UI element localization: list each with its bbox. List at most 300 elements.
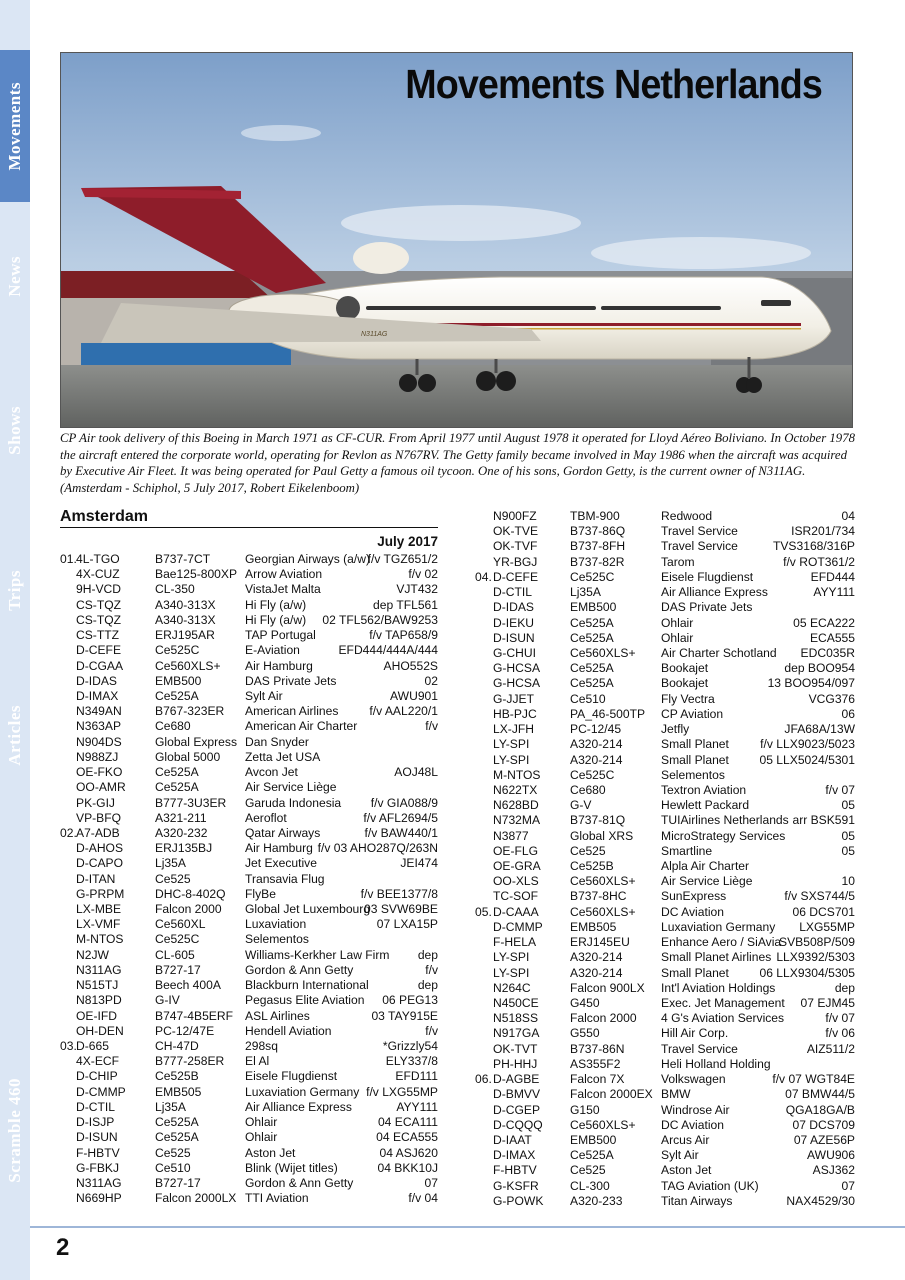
movement-registration: G-HCSA	[493, 676, 541, 691]
movement-remarks: dep TFL561	[373, 597, 438, 612]
movement-registration: D-IDAS	[76, 673, 117, 688]
movement-aircraft-type: PA_46-500TP	[570, 706, 646, 721]
movement-aircraft-type: Falcon 2000EX	[570, 1087, 653, 1102]
movement-aircraft-type: Ce510	[570, 691, 606, 706]
movement-registration: N813PD	[76, 993, 122, 1008]
movement-remarks: 06 LLX9304/5305	[759, 965, 855, 980]
table-row	[60, 1054, 438, 1069]
table-row	[475, 1042, 855, 1057]
sidebar-nav	[0, 0, 30, 1280]
table-row	[475, 874, 855, 889]
movement-remarks: f/v BEE1377/8	[360, 886, 438, 901]
movement-operator: Hendell Aviation	[245, 1023, 332, 1038]
movement-aircraft-type: B727-17	[155, 962, 201, 977]
movement-aircraft-type: B737-8HC	[570, 889, 627, 904]
movement-remarks: TVS3168/316P	[772, 539, 855, 554]
movement-registration: PK-GIJ	[76, 795, 115, 810]
movement-remarks: f/v BAW440/1	[364, 825, 438, 840]
movement-remarks: f/v LXG55MP	[366, 1084, 438, 1099]
movement-remarks: ECA555	[809, 630, 855, 645]
movement-operator: Ohlair	[661, 630, 694, 645]
aircraft-photo	[60, 52, 853, 428]
movement-operator: Tarom	[661, 554, 695, 569]
movement-remarks: 07 EJM45	[800, 996, 855, 1010]
table-row	[60, 1161, 438, 1176]
movement-aircraft-type: Falcon 2000	[155, 902, 222, 917]
movement-registration: N622TX	[493, 782, 538, 797]
tab-label: Shows	[5, 405, 24, 455]
movement-aircraft-type: Ce525A	[570, 615, 614, 630]
movement-remarks: LXG55MP	[799, 919, 855, 934]
tab-shows[interactable]	[0, 380, 30, 480]
movement-aircraft-type: EMB500	[570, 1132, 617, 1147]
movement-registration: LY-SPI	[493, 965, 530, 980]
table-row	[60, 1085, 438, 1100]
movement-registration: D-CHIP	[76, 1069, 118, 1084]
movement-registration: D-CGEP	[493, 1102, 541, 1117]
movement-operator: Hi Fly (a/w)	[245, 597, 307, 612]
movement-operator: Bookajet	[661, 661, 709, 676]
table-row	[475, 981, 855, 996]
movement-registration: OK-TVF	[493, 539, 538, 554]
movement-operator: Small Planet	[661, 737, 729, 752]
table-row	[475, 737, 855, 752]
movement-remarks: 13 BOO954/097	[767, 676, 855, 691]
movement-aircraft-type: Falcon 2000LX	[155, 1191, 237, 1206]
movement-operator: El Al	[245, 1054, 270, 1069]
movement-registration: N518SS	[493, 1011, 539, 1026]
movement-operator: Air Hamburg	[245, 841, 313, 856]
movement-registration: OE-FKO	[76, 765, 123, 780]
movement-operator: Eisele Flugdienst	[661, 569, 754, 584]
movement-aircraft-type: Falcon 7X	[570, 1072, 625, 1087]
movement-remarks: 06 PEG13	[382, 993, 438, 1008]
movement-remarks: 07 BMW44/5	[785, 1087, 855, 1102]
movement-registration: CS-TQZ	[76, 597, 122, 612]
movement-aircraft-type: Ce525C	[155, 932, 200, 947]
movement-aircraft-type: Lj35A	[570, 585, 601, 600]
table-row	[60, 704, 438, 719]
movement-registration: D-CAAA	[493, 904, 539, 919]
movement-remarks: ELY337/8	[385, 1054, 438, 1069]
movement-registration: N628BD	[493, 798, 539, 813]
movement-operator: Alpla Air Charter	[661, 859, 750, 874]
table-row	[475, 524, 855, 539]
movement-registration: VP-BFQ	[76, 810, 122, 825]
movement-registration: D-CMMP	[76, 1084, 126, 1099]
movement-aircraft-type: Ce525C	[155, 643, 200, 658]
movement-operator: Bookajet	[661, 676, 709, 691]
movement-remarks: ISR201/734	[791, 524, 855, 539]
movement-remarks: 05	[841, 828, 855, 843]
movement-aircraft-type: CL-605	[155, 947, 195, 962]
table-row	[60, 780, 438, 795]
movement-remarks: f/v 02	[408, 567, 438, 582]
table-row	[475, 798, 855, 813]
movement-registration: N515TJ	[76, 978, 119, 993]
movement-remarks: 04	[841, 509, 855, 523]
movement-registration: D-ISUN	[76, 1130, 118, 1145]
tab-articles[interactable]	[0, 680, 30, 790]
table-row	[60, 659, 438, 674]
movement-remarks: f/v 07	[825, 1011, 855, 1026]
movement-registration: F-HBTV	[76, 1145, 120, 1160]
movement-remarks: 04 BKK10J	[377, 1160, 438, 1175]
movement-registration: D-CAPO	[76, 856, 124, 871]
table-row	[60, 613, 438, 628]
movement-registration: M-NTOS	[493, 767, 541, 782]
movement-aircraft-type: Global 5000	[155, 749, 221, 764]
movement-operator: DAS Private Jets	[245, 673, 337, 688]
movement-operator: Garuda Indonesia	[245, 795, 342, 810]
table-row	[475, 616, 855, 631]
movement-aircraft-type: A321-211	[155, 810, 207, 825]
movement-registration: PH-HHJ	[493, 1056, 538, 1071]
table-row	[475, 1148, 855, 1163]
table-row	[60, 1115, 438, 1130]
movement-remarks: 07 LXA15P	[376, 917, 438, 932]
movement-registration: G-HCSA	[493, 661, 541, 676]
movement-registration: N904DS	[76, 734, 122, 749]
movement-operator: SunExpress	[661, 889, 727, 904]
movement-remarks: 05 LLX5024/5301	[759, 752, 855, 767]
movement-aircraft-type: Ce525A	[155, 765, 199, 780]
movement-remarks: EFD111	[395, 1069, 438, 1084]
movement-operator: Arrow Aviation	[245, 567, 323, 582]
table-row	[60, 993, 438, 1008]
movement-operator: Smartline	[661, 843, 713, 858]
movement-aircraft-type: A320-214	[570, 950, 623, 965]
movement-remarks: 02	[424, 673, 438, 688]
movement-registration: N917GA	[493, 1026, 540, 1041]
movement-remarks: f/v	[425, 1023, 438, 1038]
movement-aircraft-type: B747-4B5ERF	[155, 1008, 233, 1023]
table-row	[475, 692, 855, 707]
movement-remarks: AYY111	[813, 585, 855, 600]
movement-remarks: EDC035R	[800, 645, 855, 660]
movement-aircraft-type: Bae125-800XP	[155, 567, 238, 582]
movement-aircraft-type: Ce525C	[570, 767, 615, 782]
table-row	[475, 509, 855, 524]
movement-operator: Pegasus Elite Aviation	[245, 993, 365, 1008]
movement-registration: OE-FLG	[493, 843, 539, 858]
movement-registration: OK-TVT	[493, 1041, 538, 1056]
movement-aircraft-type: Beech 400A	[155, 978, 221, 993]
movement-operator: TTI Aviation	[245, 1191, 309, 1206]
movement-registration: N669HP	[76, 1191, 122, 1206]
movement-operator: Int'l Aviation Holdings	[661, 980, 776, 995]
table-row	[475, 905, 855, 920]
movement-remarks: 06 DCS701	[792, 904, 855, 919]
movement-registration: LY-SPI	[493, 950, 530, 965]
movement-aircraft-type: AS355F2	[570, 1056, 621, 1071]
movement-registration: HB-PJC	[493, 706, 537, 721]
movement-aircraft-type: A320-232	[155, 825, 208, 840]
table-row	[60, 1176, 438, 1191]
movement-operator: 298sq	[245, 1039, 278, 1053]
movement-operator: Dan Snyder	[245, 734, 309, 749]
page-title: Movements Netherlands	[405, 61, 822, 107]
movement-operator: TAP Portugal	[245, 628, 316, 643]
movement-aircraft-type: EMB500	[570, 600, 617, 615]
movement-registration: N349AN	[76, 704, 122, 719]
movement-registration: D-AGBE	[493, 1072, 540, 1087]
movement-aircraft-type: A320-214	[570, 752, 623, 767]
movement-date: 03.	[60, 1039, 77, 1053]
movement-remarks: 04 ECA111	[377, 1115, 438, 1130]
movement-aircraft-type: B737-8FH	[570, 539, 626, 554]
movement-remarks: 04 ECA555	[376, 1130, 438, 1145]
table-row	[475, 1057, 855, 1072]
table-row	[60, 735, 438, 750]
movement-registration: 4X-CUZ	[76, 567, 120, 582]
movement-registration: D-AHOS	[76, 841, 124, 856]
movement-aircraft-type: PC-12/45	[570, 722, 622, 737]
movement-aircraft-type: Ce525A	[570, 676, 614, 691]
movement-aircraft-type: G550	[570, 1026, 600, 1041]
movement-date: 06.	[475, 1072, 492, 1087]
movement-aircraft-type: B737-86Q	[570, 524, 626, 539]
table-row	[475, 920, 855, 935]
movement-aircraft-type: G450	[570, 996, 600, 1010]
tab-label: Trips	[5, 569, 24, 611]
table-row	[60, 1146, 438, 1161]
table-row	[60, 552, 438, 567]
movement-remarks: *Grizzly54	[382, 1039, 438, 1053]
table-row	[60, 1024, 438, 1039]
table-row	[475, 1072, 855, 1087]
movement-aircraft-type: Ce560XLS+	[570, 874, 636, 889]
movement-aircraft-type: A320-214	[570, 965, 623, 980]
table-row	[475, 768, 855, 783]
movement-registration: OK-TVE	[493, 524, 539, 539]
movement-remarks: 06	[841, 706, 855, 721]
movement-registration: N311AG	[76, 962, 122, 977]
movement-operator: Selementos	[245, 932, 309, 947]
table-row	[60, 841, 438, 856]
movement-registration: YR-BGJ	[493, 554, 538, 569]
movement-aircraft-type: Ce560XLS+	[570, 1117, 636, 1132]
movement-aircraft-type: Ce510	[155, 1160, 191, 1175]
movement-remarks: AWU906	[807, 1148, 855, 1163]
movement-aircraft-type: A320-214	[570, 737, 623, 752]
movement-operator: ASL Airlines	[245, 1008, 310, 1023]
movement-aircraft-type: CL-300	[570, 1178, 610, 1193]
movement-operator: Titan Airways	[661, 1193, 733, 1208]
movement-aircraft-type: Ce525A	[570, 1148, 614, 1163]
table-row	[475, 1133, 855, 1148]
movement-remarks: EFD444	[810, 569, 855, 584]
movement-operator: American Airlines	[245, 704, 339, 719]
table-row	[475, 935, 855, 950]
table-row	[475, 1118, 855, 1133]
movement-operator: Global Jet Luxembourg	[245, 902, 371, 917]
movement-operator: Hewlett Packard	[661, 798, 750, 813]
movement-aircraft-type: Ce560XLS+	[570, 645, 636, 660]
movement-aircraft-type: Falcon 900LX	[570, 980, 645, 995]
movement-operator: American Air Charter	[245, 719, 358, 734]
movement-registration: CS-TQZ	[76, 612, 122, 627]
movement-operator: BMW	[661, 1087, 691, 1102]
table-row	[60, 811, 438, 826]
movement-operator: Blink (Wijet titles)	[245, 1160, 338, 1175]
table-row	[60, 1069, 438, 1084]
movement-operator: Luxaviation Germany	[245, 1084, 360, 1099]
movement-remarks: f/v ROT361/2	[783, 554, 855, 569]
movement-registration: M-NTOS	[76, 932, 124, 947]
movement-operator: Hi Fly (a/w)	[245, 612, 307, 627]
movement-aircraft-type: B727-17	[155, 1175, 201, 1190]
movement-operator: Selementos	[661, 767, 725, 782]
movement-date: 02.	[60, 825, 77, 840]
table-row	[475, 829, 855, 844]
movement-remarks: dep	[417, 978, 438, 993]
movement-registration: LY-SPI	[493, 752, 530, 767]
tab-movements[interactable]	[0, 50, 30, 202]
movement-aircraft-type: B737-82R	[570, 554, 625, 569]
movement-aircraft-type: Falcon 2000	[570, 1011, 637, 1026]
movement-aircraft-type: Ce525	[155, 1145, 191, 1160]
movement-registration: D-CEFE	[76, 643, 122, 658]
tab-news[interactable]	[0, 226, 30, 326]
table-row	[475, 1163, 855, 1178]
page-number: 2	[56, 1234, 70, 1261]
movement-operator: Zetta Jet USA	[245, 749, 321, 764]
movement-aircraft-type: Ce560XL	[155, 917, 206, 932]
movement-aircraft-type: Ce525	[155, 871, 191, 886]
movement-operator: Air Service Liège	[245, 780, 337, 795]
movement-remarks: f/v	[425, 962, 438, 977]
movement-aircraft-type: EMB500	[155, 673, 202, 688]
section-title: Amsterdam	[60, 508, 438, 528]
movement-operator: Luxaviation	[245, 917, 307, 932]
table-row	[60, 932, 438, 947]
movement-remarks: f/v	[425, 719, 438, 734]
movement-registration: D-IMAX	[76, 688, 119, 703]
movement-registration: A7-ADB	[76, 825, 120, 840]
table-row	[475, 1179, 855, 1194]
movement-registration: F-HBTV	[493, 1163, 537, 1178]
table-row	[475, 1087, 855, 1102]
movement-remarks: QGA18GA/B	[785, 1102, 855, 1117]
table-row	[475, 889, 855, 904]
movement-registration: OE-IFD	[76, 1008, 117, 1023]
movement-registration: LX-JFH	[493, 722, 534, 737]
movement-aircraft-type: CL-350	[155, 582, 195, 597]
table-row	[60, 719, 438, 734]
movement-aircraft-type: ERJ135BJ	[155, 841, 213, 856]
movement-remarks: NAX4529/30	[786, 1193, 855, 1208]
movement-operator: Air Alliance Express	[661, 585, 768, 600]
movement-registration: G-KSFR	[493, 1178, 539, 1193]
movement-aircraft-type: Ce525A	[155, 1115, 199, 1130]
movement-aircraft-type: ERJ145EU	[570, 935, 630, 950]
movement-aircraft-type: Ce525A	[570, 630, 614, 645]
table-row	[60, 567, 438, 582]
movement-operator: Air Alliance Express	[245, 1099, 352, 1114]
movement-remarks: 07	[841, 1178, 855, 1193]
movement-registration: OO-XLS	[493, 874, 539, 889]
movement-registration: D-ISJP	[76, 1115, 115, 1130]
movement-remarks: dep	[834, 980, 855, 995]
table-row	[60, 628, 438, 643]
movement-operator: Jetfly	[661, 722, 690, 737]
movement-aircraft-type: Ce525	[570, 843, 606, 858]
movement-aircraft-type: CH-47D	[155, 1039, 199, 1053]
movement-registration: N264C	[493, 980, 531, 995]
movement-aircraft-type: Ce525B	[155, 1069, 199, 1084]
movement-operator: Travel Service	[661, 539, 738, 554]
table-row	[475, 570, 855, 585]
table-row	[60, 963, 438, 978]
movement-remarks: 10	[841, 874, 855, 889]
movement-operator: Fly Vectra	[661, 691, 715, 706]
movement-remarks: f/v AFL2694/5	[363, 810, 438, 825]
movement-registration: G-POWK	[493, 1193, 544, 1208]
movement-operator: DC Aviation	[661, 904, 724, 919]
tab-trips[interactable]	[0, 540, 30, 640]
movement-aircraft-type: Lj35A	[155, 856, 186, 871]
movement-operator: Williams-Kerkher Law Firm	[245, 947, 390, 962]
movement-operator: Air Charter Schotland	[661, 645, 777, 660]
movement-remarks: 03 SVW69BE	[364, 902, 438, 917]
movement-remarks: VCG376	[808, 691, 855, 706]
movement-registration: OE-GRA	[493, 859, 541, 874]
movement-registration: D-CTIL	[493, 585, 532, 600]
movement-operator: MicroStrategy Services	[661, 828, 786, 843]
movement-registration: D-IAAT	[493, 1132, 532, 1147]
movement-registration: N988ZJ	[76, 749, 119, 764]
movement-registration: D-IEKU	[493, 615, 534, 630]
table-row	[60, 1039, 438, 1054]
movement-registration: OO-AMR	[76, 780, 126, 795]
movement-remarks: f/v GIA088/9	[370, 795, 438, 810]
movement-aircraft-type: G150	[570, 1102, 600, 1117]
movement-operator: Exec. Jet Management	[661, 996, 785, 1010]
movement-aircraft-type: Ce680	[570, 782, 606, 797]
table-row	[60, 598, 438, 613]
table-row	[475, 722, 855, 737]
table-row	[60, 978, 438, 993]
table-row	[475, 676, 855, 691]
movement-registration: LX-VMF	[76, 917, 121, 932]
movement-operator: Ohlair	[245, 1130, 278, 1145]
movement-registration: N2JW	[76, 947, 109, 962]
movement-aircraft-type: Ce525A	[155, 780, 199, 795]
table-row	[60, 674, 438, 689]
movement-remarks: f/v TGZ651/2	[367, 552, 438, 566]
movement-remarks: f/v SXS744/5	[784, 889, 855, 904]
movement-remarks: 05	[841, 798, 855, 813]
movement-remarks: ASJ362	[812, 1163, 855, 1178]
movement-registration: G-JJET	[493, 691, 534, 706]
table-row	[475, 600, 855, 615]
movement-operator: Air Service Liège	[661, 874, 753, 889]
tab-scramble[interactable]	[0, 1060, 30, 1200]
table-row	[60, 872, 438, 887]
table-row	[60, 750, 438, 765]
table-row	[60, 856, 438, 871]
movement-operator: Eisele Flugdienst	[245, 1069, 338, 1084]
movement-aircraft-type: PC-12/47E	[155, 1023, 215, 1038]
movement-operator: Enhance Aero / SiAvia	[661, 935, 782, 950]
movement-aircraft-type: B767-323ER	[155, 704, 225, 719]
movement-remarks: dep	[417, 947, 438, 962]
movements-list-left	[60, 552, 438, 1206]
movement-registration: CS-TTZ	[76, 628, 119, 643]
movement-date: 05.	[475, 904, 492, 919]
movement-aircraft-type: ERJ195AR	[155, 628, 215, 643]
